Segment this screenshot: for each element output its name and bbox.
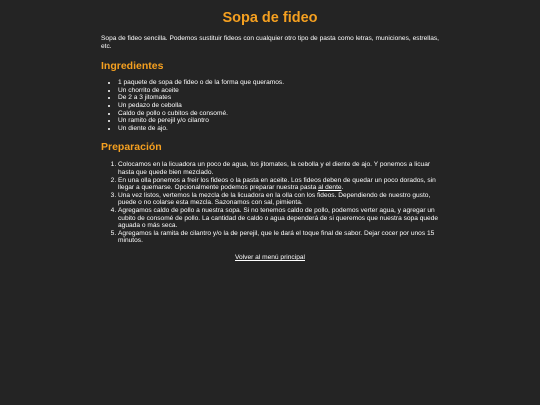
- preparation-step-text-end: .: [341, 184, 344, 192]
- ingredient-item: • Un chorrito de aceite: [118, 87, 439, 95]
- ingredient-item: • Un pedazo de cebolla: [118, 102, 439, 110]
- ingredient-item: • Caldo de pollo o cubitos de consomé.: [118, 110, 439, 118]
- preparation-step-text: Una vez listos, vertemos la mezcla de la licuadora en la olla con los fideos. Dependiendo de nuestro gusto, puede o no colarse esta mezcla. Sazonamos con sal, pimienta.: [118, 191, 431, 207]
- preparation-step: [118, 161, 439, 176]
- back-link-container: [101, 254, 439, 262]
- preparation-step-text: Agregamos la ramita de cilantro y/o la de perejil, que le dará el toque final de sabor. Dejar cocer por unos 15 minutos.: [118, 229, 435, 245]
- preparation-heading: Preparación: [101, 141, 162, 154]
- recipe-content: [101, 0, 439, 261]
- preparation-step-text: Agregamos caldo de pollo a nuestra sopa. Si no tenemos caldo de pollo, podemos verter agua, y agregar un cubito de consomé de pollo. La cantidad de caldo o agua dependerá de si queremos que nuestra sopa quede aguada o más seca.: [118, 206, 439, 230]
- preparation-step-text: Colocamos en la licuadora un poco de agua, los jitomates, la cebolla y el diente de ajo. Y ponemos a licuar hasta que quede bien mezclado.: [118, 161, 431, 176]
- ingredient-item: • Un diente de ajo.: [118, 125, 439, 133]
- page-title: Sopa de fideo: [222, 10, 318, 26]
- al-dente-link[interactable]: al dente: [318, 184, 342, 192]
- preparation-step: [118, 192, 439, 207]
- preparation-step-text: En una olla ponemos a freir los fideos o la pasta en aceite. Los fideos deben de quedar un poco dorados, sin llegar a quemarse. Opcionalmente podemos preparar nuestra pasta: [118, 176, 436, 192]
- ingredients-list: [101, 79, 439, 132]
- recipe-intro: Sopa de fideo sencilla. Podemos sustituir fideos con cualquier otro tipo de pasta como letras, municiones, estrellas, etc.: [101, 35, 439, 50]
- preparation-steps: [101, 161, 439, 245]
- preparation-step: [118, 177, 439, 192]
- back-to-menu-link[interactable]: Volver al menú principal: [234, 253, 305, 261]
- preparation-step: [118, 230, 439, 245]
- ingredient-item: • Un ramito de perejil y/o cilantro: [118, 117, 439, 125]
- preparation-step: [118, 207, 439, 230]
- ingredient-item: • 1 paquete de sopa de fideo o de la forma que queramos.: [118, 79, 439, 87]
- ingredient-item: • De 2 a 3 jitomates: [118, 94, 439, 102]
- ingredients-heading: Ingredientes: [101, 60, 164, 73]
